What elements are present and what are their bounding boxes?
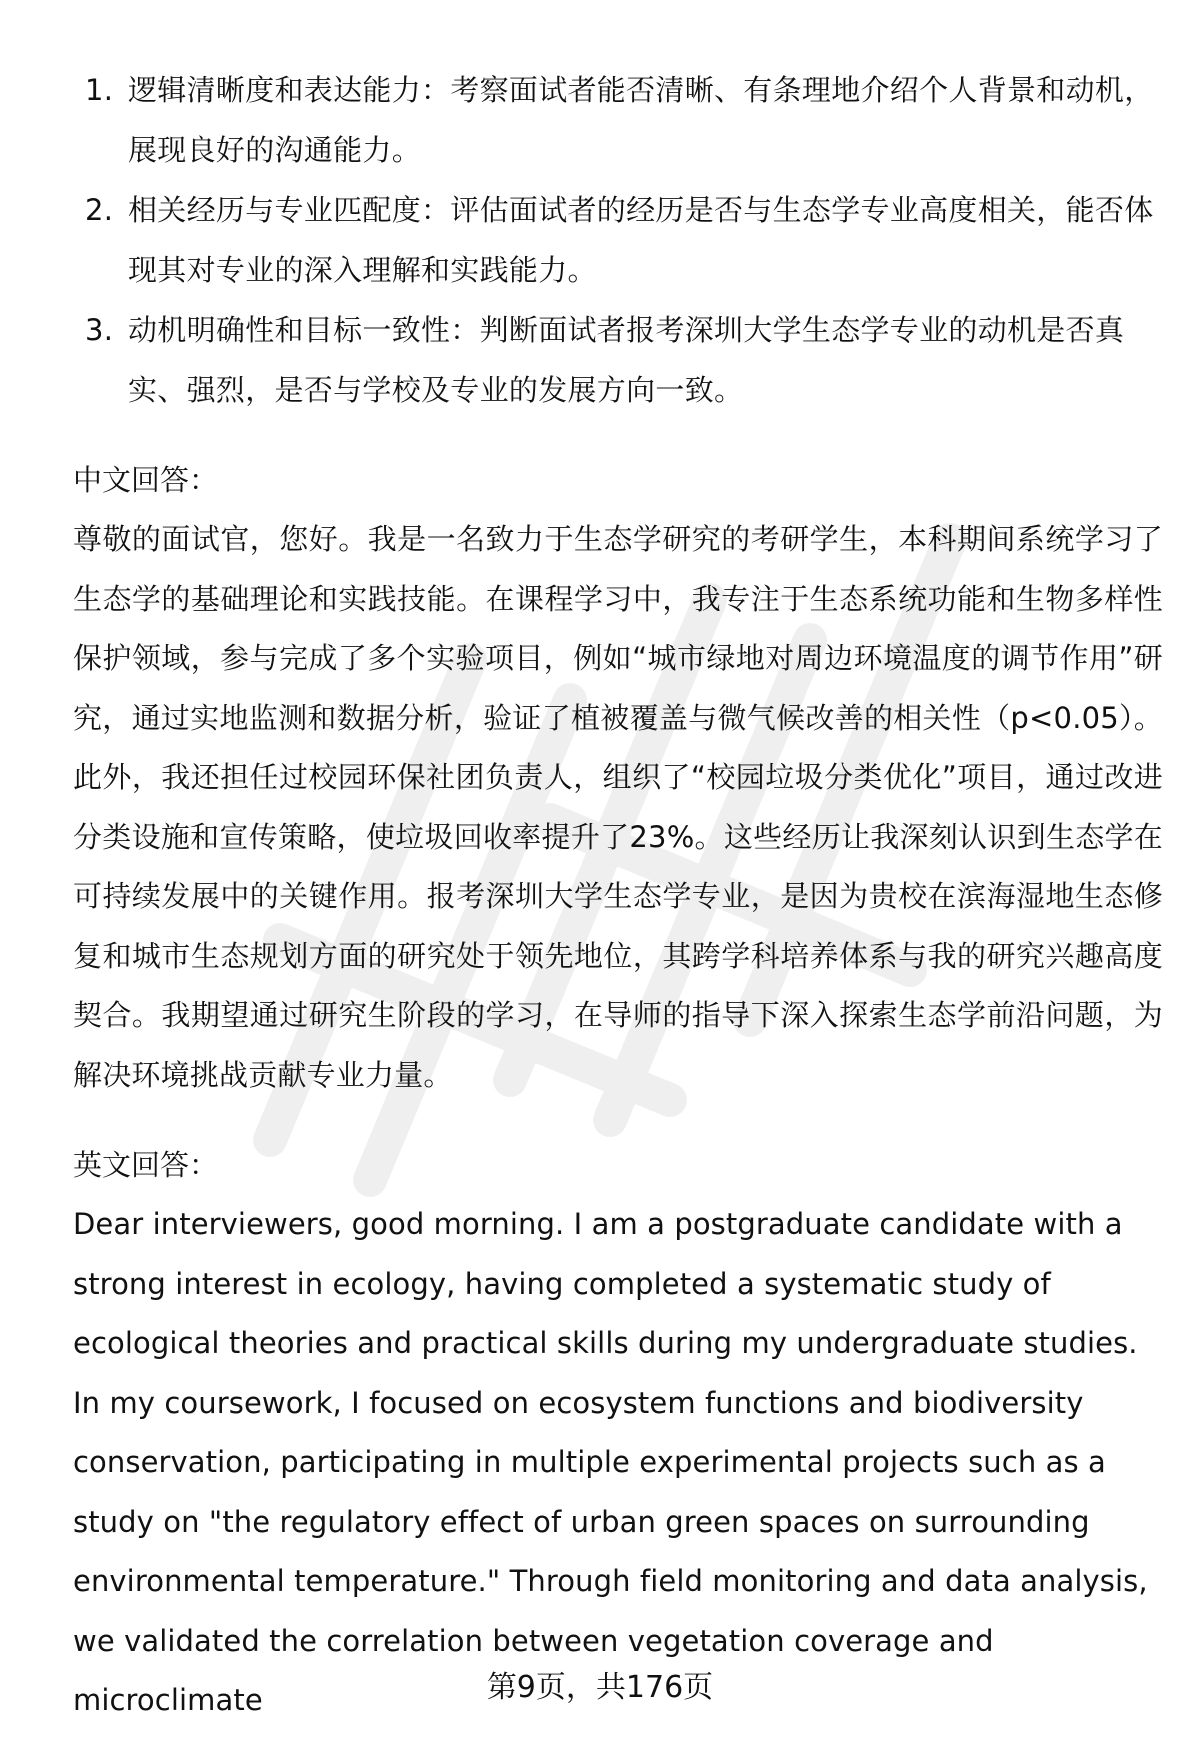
english-answer-label: 英文回答：: [73, 1148, 219, 1182]
list-item-text: 动机明确性和目标一致性：判断面试者报考深圳大学生态学专业的动机是否真实、强烈，是否与学校及专业的发展方向一致。: [128, 313, 1125, 407]
document-content: [73, 60, 1163, 1731]
list-item: [73, 60, 1163, 180]
list-item-number: 3.: [85, 313, 114, 347]
list-item: [73, 180, 1163, 300]
list-item-text: 相关经历与专业匹配度：评估面试者的经历是否与生态学专业高度相关，能否体现其对专业的深入理解和实践能力。: [128, 193, 1154, 287]
list-item-text: 逻辑清晰度和表达能力：考察面试者能否清晰、有条理地介绍个人背景和动机，展现良好的沟通能力。: [128, 73, 1154, 167]
english-answer-text: Dear interviewers, good morning. I am a postgraduate candidate with a strong interest in ecology, having completed a systematic study of ecological theories and practical skills during my undergraduate studies. In my coursework, I focused on ecosystem functions and biodiversity conservation, participating in multiple experimental projects such as a study on "the regulatory effect of urban green spaces on surrounding environmental temperature." Through field monitoring and data analysis, we validated the correlation between vegetation coverage and microclimate: [73, 1207, 1148, 1717]
list-item-number: 1.: [85, 73, 114, 107]
chinese-answer-label: 中文回答：: [73, 463, 219, 497]
list-item: [73, 300, 1163, 420]
chinese-answer-text: 尊敬的面试官，您好。我是一名致力于生态学研究的考研学生，本科期间系统学习了生态学的基础理论和实践技能。在课程学习中，我专注于生态系统功能和生物多样性保护领域，参与完成了多个实验项目，例如“城市绿地对周边环境温度的调节作用”研究，通过实地监测和数据分析，验证了植被覆盖与微气候改善的相关性（p<0.05）。此外，我还担任过校园环保社团负责人，组织了“校园垃圾分类优化”项目，通过改进分类设施和宣传策略，使垃圾回收率提升了23%。这些经历让我深刻认识到生态学在可持续发展中的关键作用。报考深圳大学生态学专业，是因为贵校在滨海湿地生态修复和城市生态规划方面的研究处于领先地位，其跨学科培养体系与我的研究兴趣高度契合。我期望通过研究生阶段的学习，在导师的指导下深入探索生态学前沿问题，为解决环境挑战贡献专业力量。: [73, 522, 1163, 1092]
list-item-number: 2.: [85, 193, 114, 227]
page-number: 第9页，共176页: [486, 1670, 714, 1705]
criteria-list: [73, 60, 1163, 420]
